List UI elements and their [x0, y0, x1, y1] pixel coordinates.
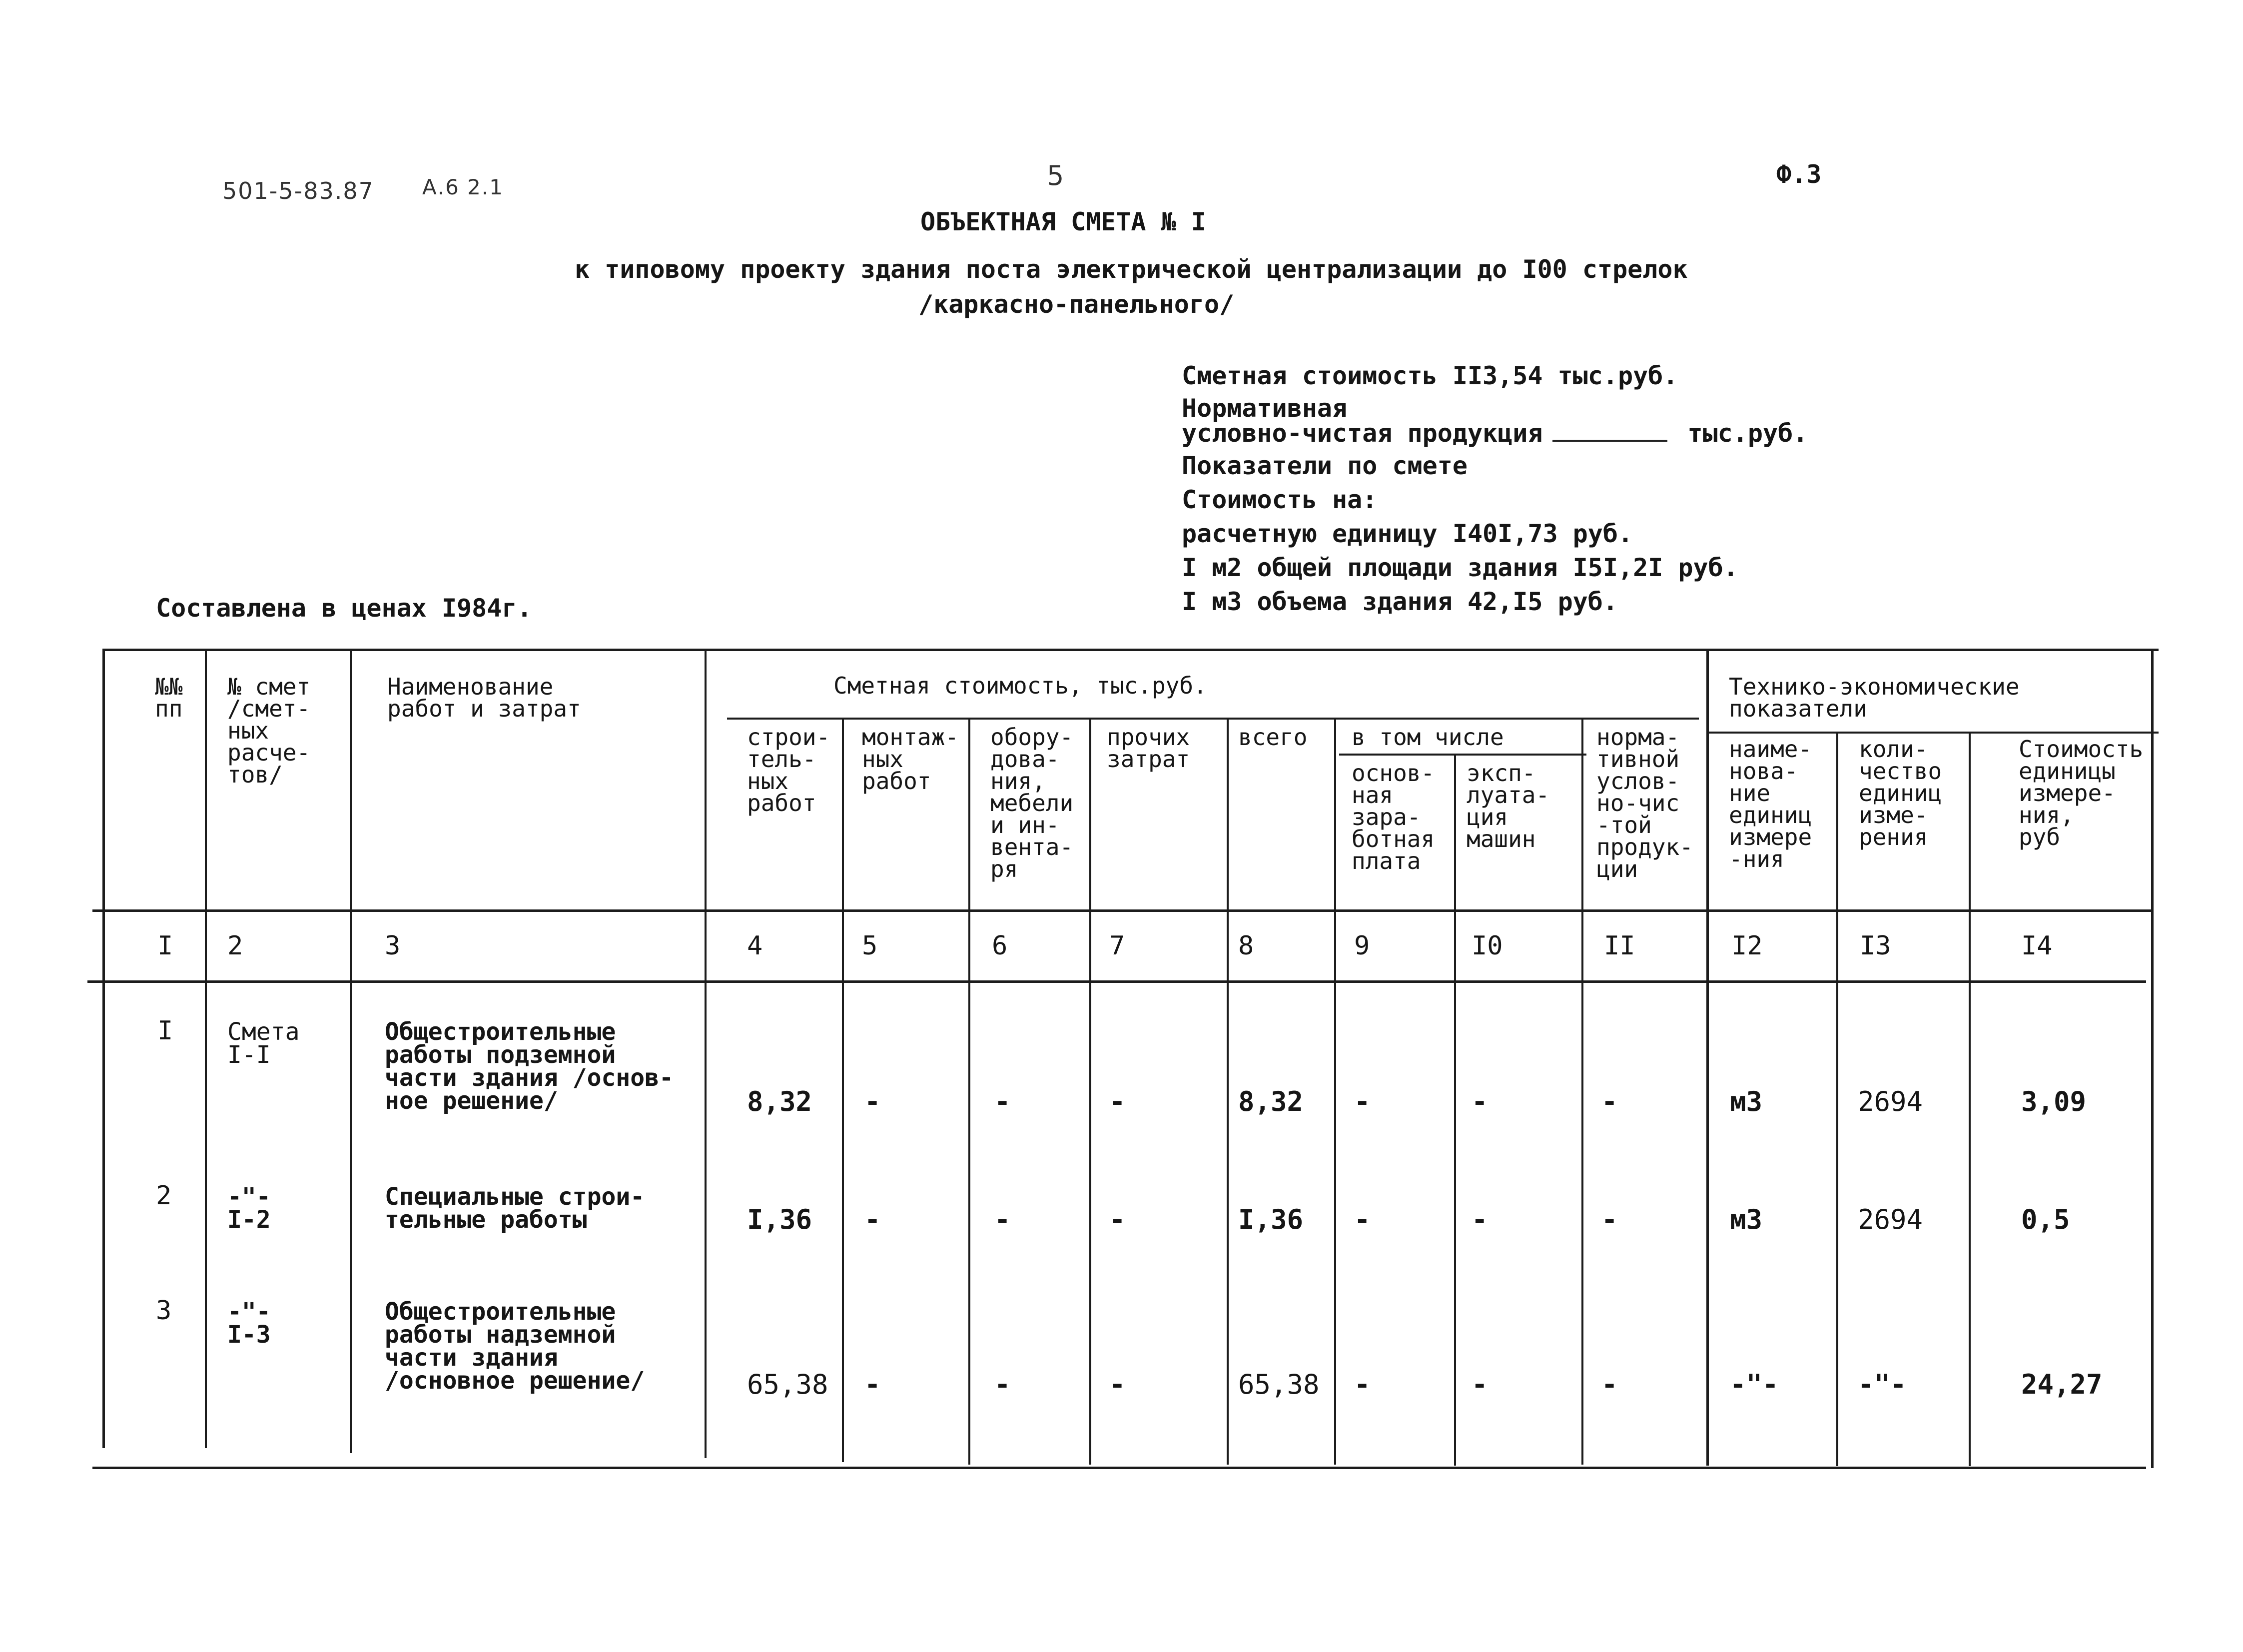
column-number: 9	[1354, 931, 1370, 961]
row-unit-name: -"-	[1730, 1369, 1779, 1400]
col-divider-11	[1706, 649, 1709, 1466]
row-installation-cost: -	[864, 1086, 881, 1117]
header-work-name: Наименование работ и затрат	[387, 673, 581, 722]
header-cost-group: Сметная стоимость, тыс.руб.	[833, 672, 1207, 699]
row-other-cost: -	[1109, 1204, 1126, 1235]
header-unit-quantity: коли- чество единиц изме- рения	[1859, 736, 1942, 850]
row-base-salary: -	[1354, 1086, 1371, 1117]
row-unit-cost: 0,5	[2021, 1204, 2070, 1235]
col-divider-5	[968, 718, 970, 1465]
row-total-cost: 65,38	[1238, 1369, 1320, 1400]
col-divider-10	[1581, 718, 1583, 1465]
page-number: 5	[1047, 160, 1065, 191]
row-other-cost: -	[1109, 1086, 1126, 1117]
cost-on-label: Стоимость на:	[1182, 485, 1378, 514]
row-unit-cost: 24,27	[2021, 1369, 2103, 1400]
header-tech-group: Технико-экономические показатели	[1729, 673, 2020, 722]
cost-per-m2: I м2 общей площади здания I5I,2I руб.	[1182, 553, 1738, 582]
header-construction: строи- тель- ных работ	[747, 724, 830, 817]
row-construction-cost: I,36	[747, 1204, 812, 1235]
row-installation-cost: -	[864, 1204, 881, 1235]
row-estimate-ref: Смета I-I	[227, 1018, 300, 1069]
table-top-border	[102, 649, 2159, 651]
prices-note: Составлена в ценах I984г.	[156, 594, 532, 623]
header-estimate-number: № смет /смет- ных расче- тов/	[227, 673, 311, 788]
col-divider-13	[1969, 732, 1971, 1466]
row-unit-quantity: 2694	[1858, 1204, 1923, 1235]
row-machine-operation: -	[1472, 1204, 1488, 1235]
table-left-border	[102, 649, 105, 1448]
table-bottom-border	[92, 1467, 2146, 1469]
subtitle-line-2: /каркасно-панельного/	[918, 290, 1235, 319]
column-number: I3	[1860, 931, 1891, 961]
row-unit-cost: 3,09	[2021, 1086, 2087, 1117]
column-number: II	[1604, 931, 1635, 961]
col-divider-6	[1089, 718, 1091, 1465]
row-work-name: Общестроительные работы подземной части здания /основ- ное решение/	[385, 1018, 674, 1115]
column-number: 3	[385, 931, 401, 961]
subtitle-line-1: к типовому проекту здания поста электрической централизации до I00 стрелок	[575, 255, 1688, 284]
row-estimate-ref: -"- I-2	[227, 1183, 271, 1234]
column-number: I0	[1472, 931, 1503, 961]
table-right-border	[2151, 649, 2154, 1468]
cost-per-m3: I м3 объема здания 42,I5 руб.	[1182, 587, 1618, 616]
column-number: I	[157, 931, 173, 961]
cost-info-block	[1182, 359, 1808, 619]
row-estimate-ref: -"- I-3	[227, 1298, 271, 1349]
row-installation-cost: -	[864, 1369, 881, 1400]
row-number: 3	[156, 1296, 172, 1326]
row-net-product: -	[1601, 1369, 1618, 1400]
incl-group-divider	[1339, 754, 1586, 756]
header-base-salary: основ- ная зара- ботная плата	[1352, 760, 1435, 874]
header-other-costs: прочих затрат	[1107, 724, 1190, 773]
row-base-salary: -	[1354, 1369, 1371, 1400]
row-machine-operation: -	[1472, 1369, 1488, 1400]
net-product-line	[1182, 419, 1808, 448]
document-code: 501-5-83.87	[222, 177, 374, 204]
col-divider-9	[1454, 754, 1456, 1466]
row-equipment-cost: -	[994, 1086, 1011, 1117]
col-divider-3	[705, 649, 707, 1458]
row-total-cost: 8,32	[1238, 1086, 1304, 1117]
col-divider-1	[205, 649, 207, 1448]
header-installation: монтаж- ных работ	[862, 724, 959, 795]
row-net-product: -	[1601, 1204, 1618, 1235]
row-base-salary: -	[1354, 1204, 1371, 1235]
column-number: I4	[2021, 931, 2053, 961]
row-work-name: Специальные строи- тельные работы	[385, 1183, 645, 1234]
header-bottom-border	[92, 909, 2151, 912]
cost-group-divider	[727, 718, 1699, 720]
net-product-unit: тыс.руб.	[1687, 419, 1808, 448]
row-unit-name: м3	[1730, 1086, 1763, 1117]
header-unit-name: наиме- нова- ние единиц измере -ния	[1729, 736, 1812, 872]
header-including-group: в том числе	[1352, 724, 1504, 751]
row-unit-name: м3	[1730, 1204, 1763, 1235]
normative-label: Нормативная	[1182, 394, 1348, 423]
row-net-product: -	[1601, 1086, 1618, 1117]
row-work-name: Общестроительные работы надземной части здания /основное решение/	[385, 1298, 645, 1395]
col-divider-2	[350, 649, 352, 1453]
row-construction-cost: 8,32	[747, 1086, 812, 1117]
col-divider-4	[842, 718, 844, 1462]
net-product-blank	[1552, 420, 1667, 442]
row-other-cost: -	[1109, 1369, 1126, 1400]
col-divider-8	[1334, 718, 1336, 1465]
row-equipment-cost: -	[994, 1369, 1011, 1400]
header-machine-operation: эксп- луата- ция машин	[1467, 760, 1550, 852]
row-unit-quantity: -"-	[1858, 1369, 1907, 1400]
col-divider-12	[1836, 732, 1838, 1466]
row-number: I	[157, 1016, 173, 1046]
column-number: I2	[1731, 931, 1763, 961]
header-equipment: обору- дова- ния, мебели и ин- вента- ря	[990, 724, 1074, 882]
form-code: Ф.3	[1776, 160, 1822, 189]
indicators-label: Показатели по смете	[1182, 451, 1468, 480]
column-number: 7	[1109, 931, 1125, 961]
row-construction-cost: 65,38	[747, 1369, 828, 1400]
col-divider-7	[1227, 718, 1229, 1465]
column-number: 4	[747, 931, 763, 961]
column-number: 5	[862, 931, 878, 961]
column-number: 2	[227, 931, 243, 961]
row-machine-operation: -	[1472, 1086, 1488, 1117]
row-number: 2	[156, 1181, 172, 1211]
header-row-number: №№ пп	[155, 673, 183, 722]
row-total-cost: I,36	[1238, 1204, 1304, 1235]
row-unit-quantity: 2694	[1858, 1086, 1923, 1117]
header-unit-cost: Стоимость единицы измере- ния, руб	[2019, 736, 2144, 850]
column-number: 6	[992, 931, 1008, 961]
net-product-label: условно-чистая продукция	[1182, 419, 1543, 448]
header-total: всего	[1238, 724, 1308, 751]
cost-per-unit: расчетную единицу I40I,73 руб.	[1182, 519, 1633, 548]
estimated-cost: Сметная стоимость II3,54 тыс.руб.	[1182, 361, 1678, 390]
row-equipment-cost: -	[994, 1204, 1011, 1235]
header-net-product: норма- тивной услов- но-чис -той продук- ции	[1596, 724, 1693, 882]
album-code: А.6 2.1	[422, 175, 504, 199]
page-title: ОБЪЕКТНАЯ СМЕТА № I	[920, 207, 1206, 236]
column-number: 8	[1238, 931, 1254, 961]
tech-group-divider	[1709, 732, 2159, 734]
